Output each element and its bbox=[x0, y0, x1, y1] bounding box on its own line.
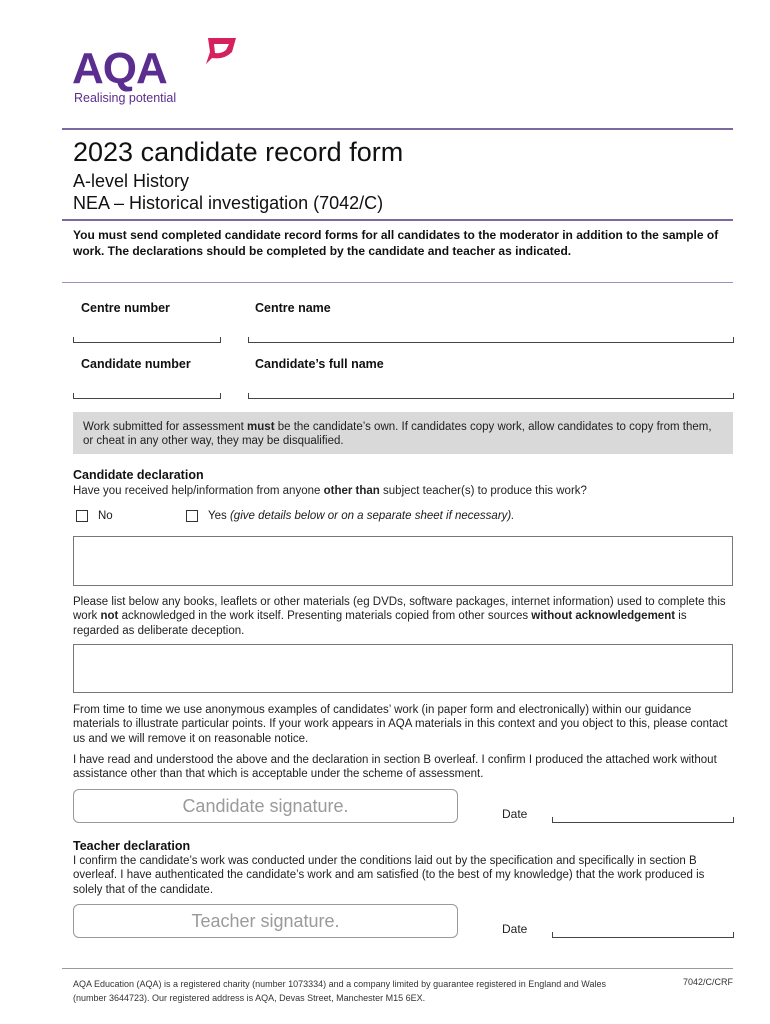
candidate-name-label: Candidate’s full name bbox=[255, 357, 384, 371]
teacher-declaration-text: I confirm the candidate’s work was conducted under the conditions laid out by the specification and specifically in section B overleaf. I have authenticated the candidate’s work and am satisfied (to the best of my knowledge) that the work produced is solely that of the candidate. bbox=[73, 855, 705, 896]
header-divider bbox=[62, 128, 733, 130]
candidate-number-label: Candidate number bbox=[81, 357, 191, 371]
candidate-name-field[interactable] bbox=[248, 393, 734, 399]
form-code: 7042/C/CRF bbox=[682, 977, 733, 987]
no-checkbox[interactable] bbox=[76, 510, 88, 522]
materials-text-3: is regarded as deliberate deception. bbox=[73, 610, 687, 637]
yes-checkbox[interactable] bbox=[186, 510, 198, 522]
materials-instructions bbox=[73, 595, 733, 638]
logo-tagline: Realising potential bbox=[74, 91, 177, 105]
teacher-signature-field[interactable]: Teacher signature. bbox=[73, 904, 458, 938]
yes-label: Yes bbox=[208, 510, 227, 522]
option-yes[interactable] bbox=[186, 510, 514, 522]
notice-text-1: Work submitted for assessment bbox=[83, 421, 248, 433]
candidate-declaration-heading: Candidate declaration bbox=[73, 468, 204, 482]
materials-emphasis-1: not bbox=[100, 610, 119, 623]
question-text-2: subject teacher(s) to produce this work? bbox=[379, 485, 587, 497]
page-title: 2023 candidate record form bbox=[73, 137, 404, 167]
materials-textbox[interactable] bbox=[73, 644, 733, 693]
candidate-number-field[interactable] bbox=[73, 393, 221, 399]
materials-emphasis-2: without acknowledgement bbox=[531, 610, 676, 623]
logo-wordmark: AQA bbox=[72, 44, 167, 93]
logo-flag-icon bbox=[202, 34, 240, 68]
notice-emphasis: must bbox=[247, 421, 275, 433]
plagiarism-notice bbox=[73, 412, 733, 454]
candidate-date-label: Date bbox=[502, 807, 528, 821]
teacher-declaration-heading: Teacher declaration bbox=[73, 839, 191, 853]
title-divider bbox=[62, 219, 733, 221]
centre-name-field[interactable] bbox=[248, 337, 734, 343]
centre-name-label: Centre name bbox=[255, 301, 331, 315]
centre-number-field[interactable] bbox=[73, 337, 221, 343]
aqa-logo bbox=[72, 30, 252, 110]
materials-text-2: acknowledged in the work itself. Presenting materials copied from other sources bbox=[118, 610, 532, 623]
subject-subtitle: A-level History bbox=[73, 171, 190, 191]
footer-divider bbox=[62, 968, 733, 969]
centre-number-label: Centre number bbox=[81, 301, 170, 315]
footer-legal-text: AQA Education (AQA) is a registered charity (number 1073334) and a company limited by guarantee registered in England and Wales (number 3644723). Our registered address is AQA, Devas Street, Manchester M15 6EX. bbox=[73, 979, 606, 1003]
materials-text-1: Please list below any books, leaflets or other materials (eg DVDs, software packages, internet information) used to complete this work bbox=[73, 596, 726, 623]
teacher-date-field[interactable] bbox=[552, 932, 734, 938]
question-emphasis: other than bbox=[323, 485, 380, 497]
help-details-textbox[interactable] bbox=[73, 536, 733, 586]
yes-note: (give details below or on a separate sheet if necessary). bbox=[229, 510, 515, 522]
anonymous-examples-text: From time to time we use anonymous examples of candidates’ work (in paper form and electronically) within our guidance materials to illustrate particular points. If your work appears in AQA materials in this context and you object to this, please contact us and we will remove it on reasonable notice. bbox=[73, 704, 728, 745]
help-question bbox=[73, 484, 733, 498]
intro-instructions: You must send completed candidate record forms for all candidates to the moderator in addition to the sample of work. The declarations should be completed by the candidate and teacher as indicated. bbox=[73, 228, 719, 258]
teacher-date-label: Date bbox=[502, 922, 528, 936]
question-text-1: Have you received help/information from anyone bbox=[73, 485, 324, 497]
option-no[interactable] bbox=[76, 510, 113, 522]
candidate-confirmation-text: I have read and understood the above and the declaration in section B overleaf. I confirm I produced the attached work without assistance other than that which is acceptable under the scheme of assessment. bbox=[73, 754, 717, 781]
candidate-signature-field[interactable]: Candidate signature. bbox=[73, 789, 458, 823]
candidate-date-field[interactable] bbox=[552, 817, 734, 823]
notice-text-2: be the candidate’s own. If candidates copy work, allow candidates to copy from them, or cheat in any other way, they may be disqualified. bbox=[83, 421, 712, 447]
component-subtitle: NEA – Historical investigation (7042/C) bbox=[73, 193, 384, 213]
no-label: No bbox=[98, 510, 113, 522]
intro-divider bbox=[62, 282, 733, 283]
